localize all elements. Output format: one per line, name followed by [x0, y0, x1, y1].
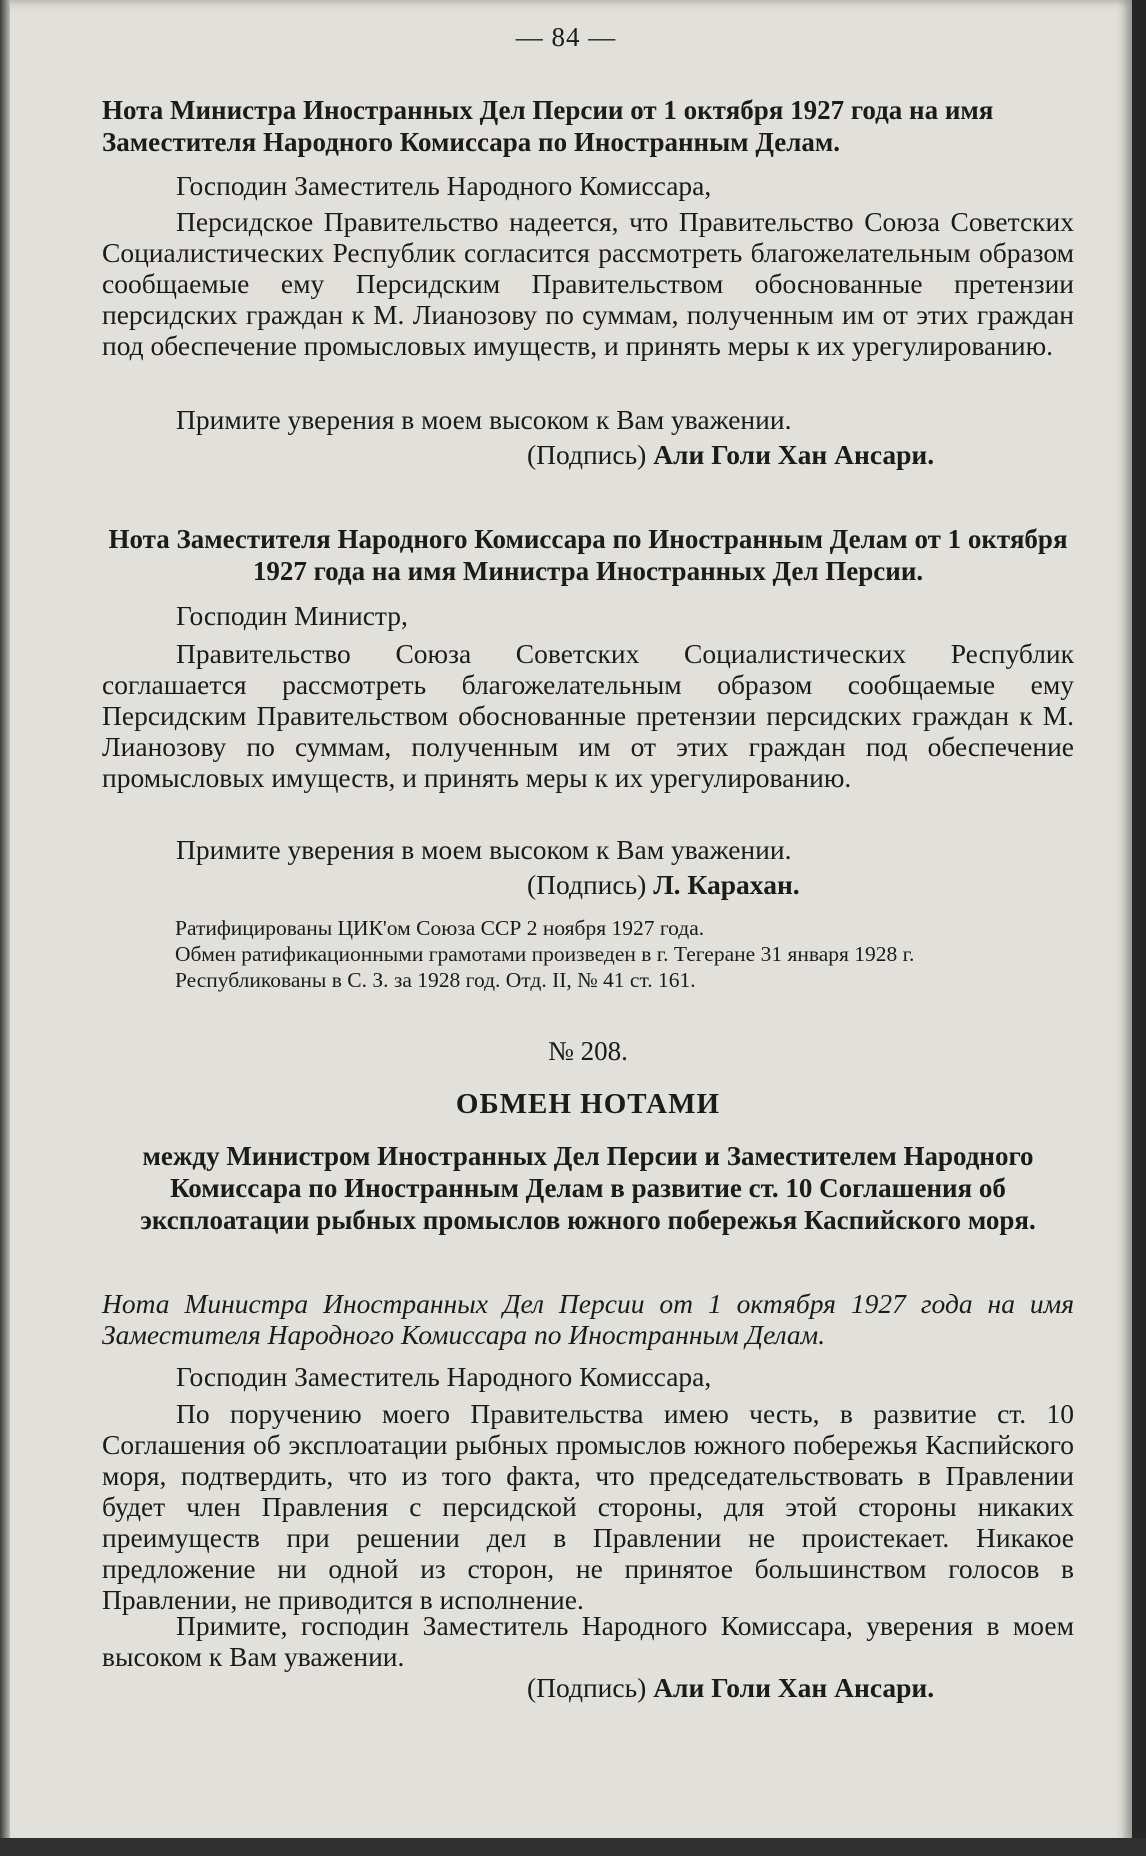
section-title-block [102, 1088, 1074, 1121]
section-number: № 208. [548, 1036, 628, 1066]
ratification-line: Обмен ратификационными грамотами произведен в г. Тегеране 31 января 1928 г. [175, 942, 915, 966]
note2-salutation: Господин Министр, [176, 600, 408, 631]
note3-closing-block [102, 1610, 1074, 1672]
note2-salutation-block [102, 600, 1074, 631]
note1-body-block [102, 206, 1074, 361]
page-edge-shadow [0, 0, 10, 1856]
note2-heading: Нота Заместителя Народного Комиссара по Иностранным Делам от 1 октября 1927 года на имя Министра Иностранных Дел Персии. [108, 524, 1068, 586]
note3-signature-prefix: (Подпись) [527, 1672, 647, 1703]
note2-body-block [102, 638, 1074, 793]
note3-signature [102, 1672, 1074, 1703]
ratification-notes [102, 915, 1074, 993]
ratification-line: Республикованы в С. З. за 1928 год. Отд. II, № 41 ст. 161. [175, 968, 696, 992]
note2-signature [102, 869, 1074, 900]
note1-signature [102, 439, 1074, 470]
section-title: ОБМЕН НОТАМИ [455, 1088, 721, 1120]
note3-salutation-block [102, 1361, 1074, 1392]
section-number-block [102, 1036, 1074, 1067]
section-subtitle-block [102, 1140, 1074, 1236]
note2-signature-name: Л. Карахан. [653, 869, 800, 900]
note1-heading-block [102, 94, 1074, 158]
note1-body: Персидское Правительство надеется, что Правительство Союза Советских Социалистических Республик согласится рассмотреть благожелательным образом сообщаемые ему Персидским Правительством обоснованные претензии персидских граждан к М. Лианозову по суммам, полученным им от этих граждан под обеспечение промысловых имуществ, и принять меры к их урегулированию. [102, 206, 1074, 361]
section-subtitle: между Министром Иностранных Дел Персии и Заместителем Народного Комиссара по Иностранным Делам в развитие ст. 10 Соглашения об эксплоатации рыбных промыслов южного побережья Каспийского моря. [140, 1141, 1036, 1235]
note2-heading-block [102, 523, 1074, 587]
note1-salutation: Господин Заместитель Народного Комиссара, [176, 170, 712, 201]
note1-closing-block [102, 404, 1074, 435]
note1-closing: Примите уверения в моем высоком к Вам уважении. [176, 404, 792, 435]
scan-border [0, 1838, 1146, 1856]
note3-closing: Примите, господин Заместитель Народного Комиссара, уверения в моем высоком к Вам уважении. [102, 1610, 1074, 1672]
note2-body: Правительство Союза Советских Социалистических Республик соглашается рассмотреть благожелательным образом сообщаемые ему Персидским Правительством обоснованные претензии персидских граждан к М. Лианозову по суммам, полученным им от этих граждан под обеспечение промысловых имуществ, и принять меры к их урегулированию. [102, 638, 1074, 793]
note1-signature-name: Али Голи Хан Ансари. [653, 439, 935, 470]
note1-salutation-block [102, 170, 1074, 201]
note3-signature-name: Али Голи Хан Ансари. [653, 1672, 935, 1703]
note3-heading: Нота Министра Иностранных Дел Персии от 1 октября 1927 года на имя Заместителя Народного Комиссара по Иностранным Делам. [102, 1288, 1074, 1350]
page-number: — 84 — [515, 22, 617, 52]
ratification-line: Ратифицированы ЦИК'ом Союза ССР 2 ноября 1927 года. [175, 916, 705, 940]
note1-heading: Нота Министра Иностранных Дел Персии от 1 октября 1927 года на имя Заместителя Народного Комиссара по Иностранным Делам. [102, 95, 994, 157]
note3-body-block [102, 1398, 1074, 1615]
note3-heading-block [102, 1288, 1074, 1350]
note3-body: По поручению моего Правительства имею честь, в развитие ст. 10 Соглашения об эксплоатации рыбных промыслов южного побережья Каспийского моря, подтвердить, что из того факта, что председательствовать в Правлении будет член Правления с персидской стороны, для этой стороны никаких преимуществ при решении дел в Правлении не проистекает. Никакое предложение ни одной из сторон, не принятое большинством голосов в Правлении, не приводится в исполнение. [102, 1398, 1074, 1615]
note3-salutation: Господин Заместитель Народного Комиссара, [176, 1361, 712, 1392]
note2-closing: Примите уверения в моем высоком к Вам уважении. [176, 834, 792, 865]
note2-closing-block [102, 834, 1074, 865]
note1-signature-prefix: (Подпись) [527, 439, 647, 470]
note2-signature-prefix: (Подпись) [527, 869, 647, 900]
